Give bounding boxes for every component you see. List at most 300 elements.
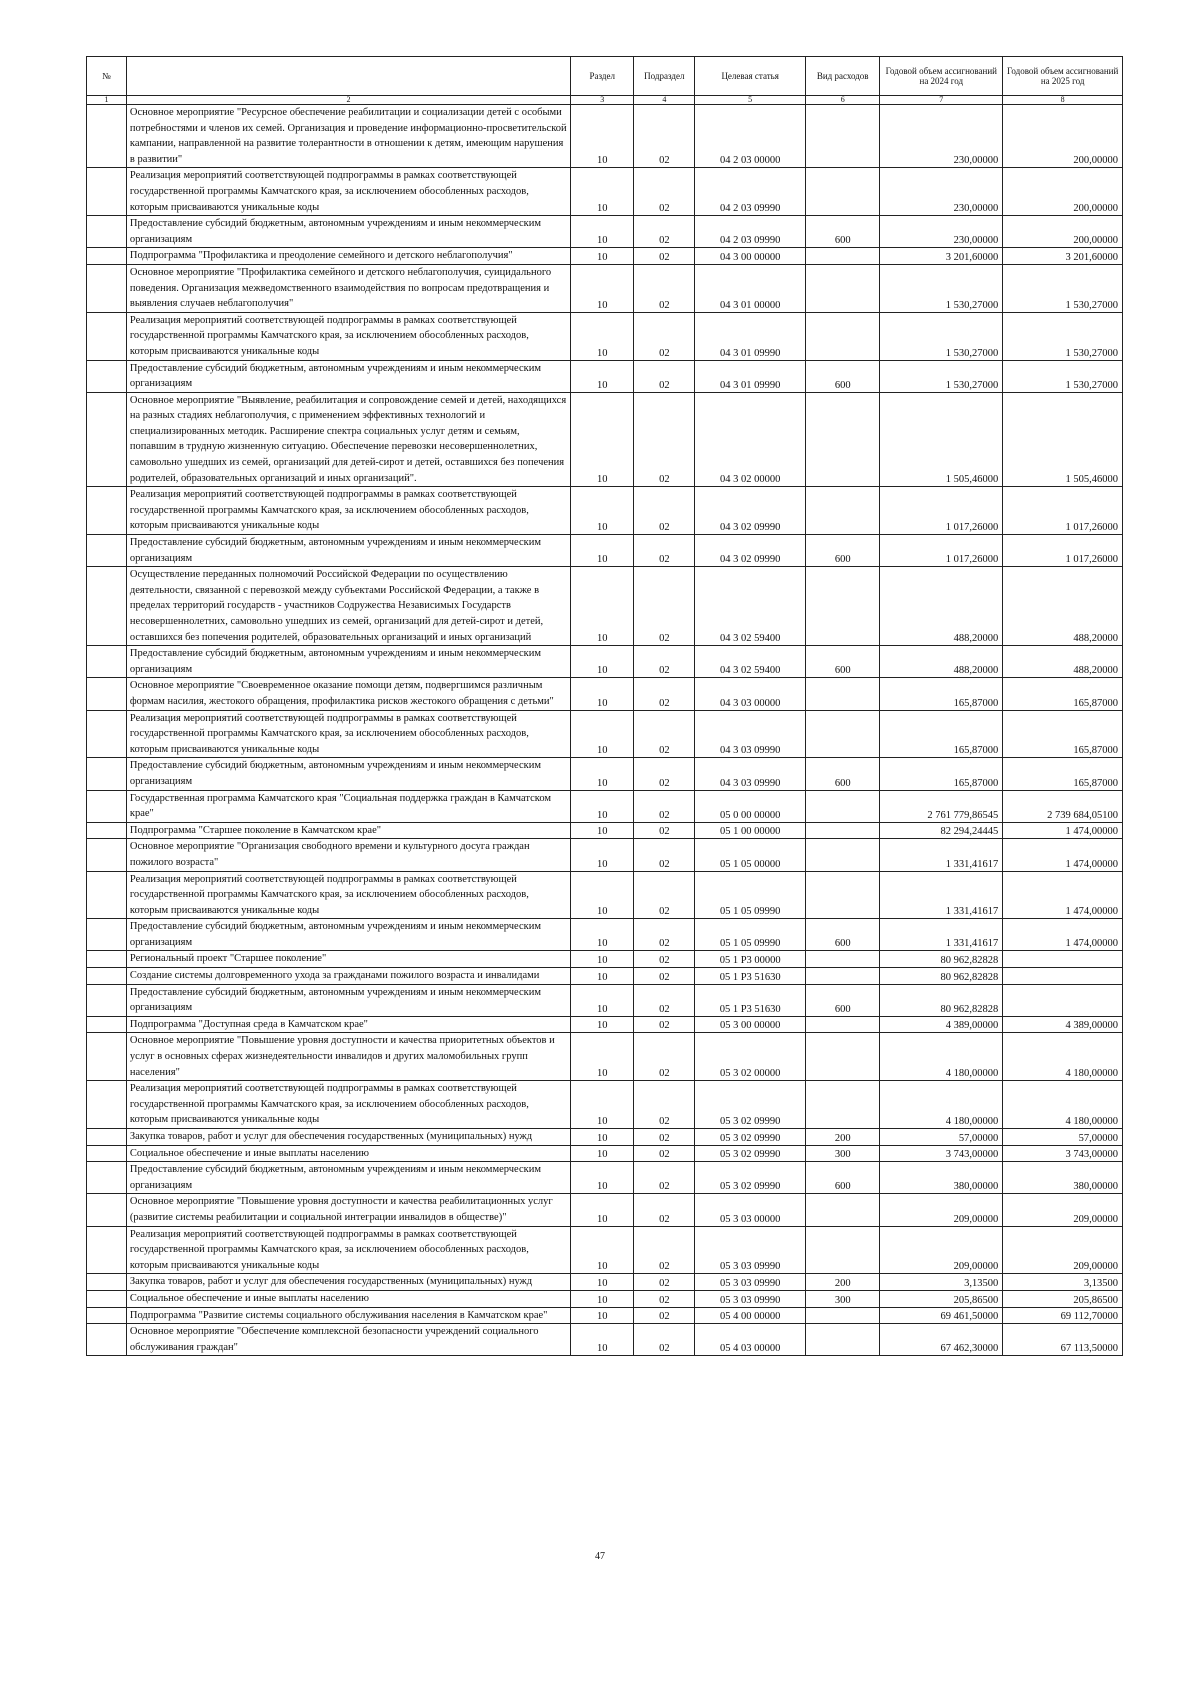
- item-name-cell: Основное мероприятие "Профилактика семейного и детского неблагополучия, суицидального поведения. Организация межведомственного взаимодействия по вопросам предотвращения и выявления случаев неблагополучия": [126, 264, 570, 312]
- row-number-cell: [87, 567, 127, 646]
- row-number-cell: [87, 1033, 127, 1081]
- subsection-code-cell: 02: [634, 1324, 695, 1356]
- table-row: [87, 984, 1123, 1016]
- section-code-cell: 10: [571, 790, 634, 822]
- row-number-cell: [87, 646, 127, 678]
- expense-type-cell: [806, 312, 880, 360]
- subsection-code-cell: 02: [634, 822, 695, 839]
- target-article-cell: 05 3 02 09990: [695, 1081, 806, 1129]
- expense-type-cell: [806, 951, 880, 968]
- item-name-cell: Предоставление субсидий бюджетным, автономным учреждениям и иным некоммерческим организациям: [126, 1162, 570, 1194]
- section-code-cell: 10: [571, 168, 634, 216]
- section-code-cell: 10: [571, 871, 634, 919]
- item-name-cell: Реализация мероприятий соответствующей подпрограммы в рамках соответствующей государственной программы Камчатского края, за исключением обособленных расходов, которым присваиваются уникальные коды: [126, 1226, 570, 1274]
- table-row: [87, 1274, 1123, 1291]
- subsection-code-cell: 02: [634, 710, 695, 758]
- item-name-cell: Подпрограмма "Старшее поколение в Камчатском крае": [126, 822, 570, 839]
- expense-type-cell: [806, 105, 880, 168]
- column-number: 7: [880, 96, 1003, 105]
- table-row: [87, 839, 1123, 871]
- expense-type-cell: [806, 392, 880, 487]
- amount-2024-cell: 67 462,30000: [880, 1324, 1003, 1356]
- section-code-cell: 10: [571, 1145, 634, 1162]
- amount-2025-cell: [1003, 984, 1123, 1016]
- expense-type-cell: [806, 790, 880, 822]
- table-row: [87, 871, 1123, 919]
- amount-2025-cell: 57,00000: [1003, 1129, 1123, 1146]
- item-name-cell: Основное мероприятие "Повышение уровня доступности и качества приоритетных объектов и услуг в основных сферах жизнедеятельности инвалидов и других маломобильных групп населения": [126, 1033, 570, 1081]
- item-name-cell: Предоставление субсидий бюджетным, автономным учреждениям и иным некоммерческим организациям: [126, 758, 570, 790]
- target-article-cell: 04 3 01 09990: [695, 312, 806, 360]
- amount-2024-cell: 209,00000: [880, 1194, 1003, 1226]
- target-article-cell: 05 3 02 09990: [695, 1145, 806, 1162]
- expense-type-cell: [806, 839, 880, 871]
- row-number-cell: [87, 1274, 127, 1291]
- row-number-cell: [87, 758, 127, 790]
- item-name-cell: Основное мероприятие "Повышение уровня доступности и качества реабилитационных услуг (развитие системы реабилитации и социальной интеграции инвалидов в обществе)": [126, 1194, 570, 1226]
- header-target-article: Целевая статья: [695, 57, 806, 96]
- amount-2024-cell: 3 201,60000: [880, 248, 1003, 265]
- column-number-row: [87, 96, 1123, 105]
- amount-2025-cell: 1 530,27000: [1003, 312, 1123, 360]
- subsection-code-cell: 02: [634, 168, 695, 216]
- expense-type-cell: [806, 1307, 880, 1324]
- section-code-cell: 10: [571, 1129, 634, 1146]
- target-article-cell: 04 2 03 00000: [695, 105, 806, 168]
- amount-2025-cell: 3 743,00000: [1003, 1145, 1123, 1162]
- expense-type-cell: 600: [806, 646, 880, 678]
- item-name-cell: Государственная программа Камчатского края "Социальная поддержка граждан в Камчатском крае": [126, 790, 570, 822]
- row-number-cell: [87, 1162, 127, 1194]
- amount-2025-cell: 200,00000: [1003, 216, 1123, 248]
- target-article-cell: 05 3 02 09990: [695, 1129, 806, 1146]
- section-code-cell: 10: [571, 710, 634, 758]
- amount-2025-cell: 205,86500: [1003, 1290, 1123, 1307]
- item-name-cell: Реализация мероприятий соответствующей подпрограммы в рамках соответствующей государственной программы Камчатского края, за исключением обособленных расходов, которым присваиваются уникальные коды: [126, 487, 570, 535]
- item-name-cell: Реализация мероприятий соответствующей подпрограммы в рамках соответствующей государственной программы Камчатского края, за исключением обособленных расходов, которым присваиваются уникальные коды: [126, 312, 570, 360]
- page-number: 47: [595, 1551, 605, 1562]
- row-number-cell: [87, 710, 127, 758]
- amount-2025-cell: 200,00000: [1003, 168, 1123, 216]
- table-row: [87, 1226, 1123, 1274]
- target-article-cell: 04 2 03 09990: [695, 168, 806, 216]
- table-row: [87, 392, 1123, 487]
- row-number-cell: [87, 1129, 127, 1146]
- table-row: [87, 105, 1123, 168]
- subsection-code-cell: 02: [634, 567, 695, 646]
- section-code-cell: 10: [571, 1226, 634, 1274]
- expense-type-cell: 600: [806, 1162, 880, 1194]
- header-section: Раздел: [571, 57, 634, 96]
- target-article-cell: 05 3 03 09990: [695, 1290, 806, 1307]
- row-number-cell: [87, 919, 127, 951]
- section-code-cell: 10: [571, 646, 634, 678]
- subsection-code-cell: 02: [634, 758, 695, 790]
- target-article-cell: 05 1 05 09990: [695, 919, 806, 951]
- amount-2024-cell: 209,00000: [880, 1226, 1003, 1274]
- table-row: [87, 790, 1123, 822]
- subsection-code-cell: 02: [634, 1226, 695, 1274]
- amount-2025-cell: 1 505,46000: [1003, 392, 1123, 487]
- subsection-code-cell: 02: [634, 1033, 695, 1081]
- target-article-cell: 05 1 P3 00000: [695, 951, 806, 968]
- section-code-cell: 10: [571, 1290, 634, 1307]
- expense-type-cell: 600: [806, 758, 880, 790]
- row-number-cell: [87, 839, 127, 871]
- amount-2024-cell: 82 294,24445: [880, 822, 1003, 839]
- amount-2024-cell: 380,00000: [880, 1162, 1003, 1194]
- subsection-code-cell: 02: [634, 1162, 695, 1194]
- amount-2024-cell: 69 461,50000: [880, 1307, 1003, 1324]
- item-name-cell: Основное мероприятие "Организация свободного времени и культурного досуга граждан пожилого возраста": [126, 839, 570, 871]
- table-row: [87, 567, 1123, 646]
- amount-2024-cell: 80 962,82828: [880, 968, 1003, 985]
- amount-2024-cell: 230,00000: [880, 105, 1003, 168]
- subsection-code-cell: 02: [634, 1145, 695, 1162]
- row-number-cell: [87, 790, 127, 822]
- target-article-cell: 05 0 00 00000: [695, 790, 806, 822]
- target-article-cell: 05 3 02 00000: [695, 1033, 806, 1081]
- section-code-cell: 10: [571, 312, 634, 360]
- table-row: [87, 951, 1123, 968]
- column-number: 6: [806, 96, 880, 105]
- expense-type-cell: [806, 678, 880, 710]
- section-code-cell: 10: [571, 264, 634, 312]
- target-article-cell: 05 1 00 00000: [695, 822, 806, 839]
- table-row: [87, 1033, 1123, 1081]
- amount-2025-cell: 67 113,50000: [1003, 1324, 1123, 1356]
- amount-2024-cell: 165,87000: [880, 758, 1003, 790]
- target-article-cell: 05 3 03 09990: [695, 1274, 806, 1291]
- amount-2024-cell: 488,20000: [880, 567, 1003, 646]
- expense-type-cell: 600: [806, 535, 880, 567]
- column-number: 1: [87, 96, 127, 105]
- expense-type-cell: 600: [806, 360, 880, 392]
- table-row: [87, 1016, 1123, 1033]
- target-article-cell: 05 4 00 00000: [695, 1307, 806, 1324]
- target-article-cell: 04 3 00 00000: [695, 248, 806, 265]
- row-number-cell: [87, 1081, 127, 1129]
- amount-2024-cell: 1 017,26000: [880, 535, 1003, 567]
- column-number: 8: [1003, 96, 1123, 105]
- item-name-cell: Создание системы долговременного ухода за гражданами пожилого возраста и инвалидами: [126, 968, 570, 985]
- amount-2025-cell: 4 180,00000: [1003, 1081, 1123, 1129]
- header-num: №: [87, 57, 127, 96]
- row-number-cell: [87, 1226, 127, 1274]
- amount-2024-cell: 1 505,46000: [880, 392, 1003, 487]
- section-code-cell: 10: [571, 248, 634, 265]
- expense-type-cell: [806, 487, 880, 535]
- expense-type-cell: [806, 1226, 880, 1274]
- row-number-cell: [87, 105, 127, 168]
- column-number: 2: [126, 96, 570, 105]
- item-name-cell: Социальное обеспечение и иные выплаты населению: [126, 1290, 570, 1307]
- item-name-cell: Предоставление субсидий бюджетным, автономным учреждениям и иным некоммерческим организациям: [126, 919, 570, 951]
- column-number: 3: [571, 96, 634, 105]
- amount-2024-cell: 4 180,00000: [880, 1081, 1003, 1129]
- expense-type-cell: [806, 264, 880, 312]
- table-row: [87, 822, 1123, 839]
- table-row: [87, 312, 1123, 360]
- item-name-cell: Социальное обеспечение и иные выплаты населению: [126, 1145, 570, 1162]
- subsection-code-cell: 02: [634, 871, 695, 919]
- amount-2025-cell: 165,87000: [1003, 678, 1123, 710]
- amount-2024-cell: 1 331,41617: [880, 839, 1003, 871]
- table-row: [87, 487, 1123, 535]
- section-code-cell: 10: [571, 535, 634, 567]
- table-row: [87, 360, 1123, 392]
- amount-2024-cell: 1 530,27000: [880, 264, 1003, 312]
- target-article-cell: 04 3 01 09990: [695, 360, 806, 392]
- row-number-cell: [87, 392, 127, 487]
- item-name-cell: Предоставление субсидий бюджетным, автономным учреждениям и иным некоммерческим организациям: [126, 535, 570, 567]
- item-name-cell: Предоставление субсидий бюджетным, автономным учреждениям и иным некоммерческим организациям: [126, 984, 570, 1016]
- amount-2024-cell: 3,13500: [880, 1274, 1003, 1291]
- section-code-cell: 10: [571, 822, 634, 839]
- subsection-code-cell: 02: [634, 248, 695, 265]
- table-row: [87, 1290, 1123, 1307]
- amount-2025-cell: 1 017,26000: [1003, 535, 1123, 567]
- amount-2024-cell: 4 180,00000: [880, 1033, 1003, 1081]
- item-name-cell: Подпрограмма "Развитие системы социального обслуживания населения в Камчатском крае": [126, 1307, 570, 1324]
- expense-type-cell: 600: [806, 216, 880, 248]
- amount-2024-cell: 165,87000: [880, 678, 1003, 710]
- amount-2024-cell: 1 017,26000: [880, 487, 1003, 535]
- target-article-cell: 05 3 03 00000: [695, 1194, 806, 1226]
- section-code-cell: 10: [571, 984, 634, 1016]
- amount-2024-cell: 1 331,41617: [880, 871, 1003, 919]
- amount-2024-cell: 3 743,00000: [880, 1145, 1003, 1162]
- target-article-cell: 04 2 03 09990: [695, 216, 806, 248]
- expense-type-cell: [806, 1324, 880, 1356]
- expense-type-cell: [806, 168, 880, 216]
- table-header-row: [87, 57, 1123, 96]
- target-article-cell: 05 3 00 00000: [695, 1016, 806, 1033]
- table-row: [87, 216, 1123, 248]
- target-article-cell: 04 3 01 00000: [695, 264, 806, 312]
- subsection-code-cell: 02: [634, 360, 695, 392]
- subsection-code-cell: 02: [634, 1290, 695, 1307]
- subsection-code-cell: 02: [634, 951, 695, 968]
- amount-2025-cell: 69 112,70000: [1003, 1307, 1123, 1324]
- item-name-cell: Осуществление переданных полномочий Российской Федерации по осуществлению деятельности, связанной с перевозкой между субъектами Российской Федерации, а также в пределах территорий государств - участников Содружества Независимых Государств несовершеннолетних, самовольно ушедших из семей, организаций для детей-сирот и детей, оставшихся без попечения родителей, образовательных организаций и иных организаций: [126, 567, 570, 646]
- target-article-cell: 04 3 02 59400: [695, 567, 806, 646]
- target-article-cell: 04 3 02 59400: [695, 646, 806, 678]
- amount-2024-cell: 230,00000: [880, 216, 1003, 248]
- expense-type-cell: 300: [806, 1145, 880, 1162]
- section-code-cell: 10: [571, 678, 634, 710]
- header-subsection: Подраздел: [634, 57, 695, 96]
- amount-2025-cell: 1 530,27000: [1003, 264, 1123, 312]
- column-number: 5: [695, 96, 806, 105]
- target-article-cell: 05 1 05 00000: [695, 839, 806, 871]
- row-number-cell: [87, 535, 127, 567]
- table-row: [87, 1145, 1123, 1162]
- table-row: [87, 535, 1123, 567]
- row-number-cell: [87, 951, 127, 968]
- row-number-cell: [87, 1016, 127, 1033]
- row-number-cell: [87, 1194, 127, 1226]
- section-code-cell: 10: [571, 1194, 634, 1226]
- section-code-cell: 10: [571, 951, 634, 968]
- item-name-cell: Закупка товаров, работ и услуг для обеспечения государственных (муниципальных) нужд: [126, 1129, 570, 1146]
- section-code-cell: 10: [571, 1162, 634, 1194]
- table-row: [87, 1081, 1123, 1129]
- subsection-code-cell: 02: [634, 312, 695, 360]
- table-body: [87, 105, 1123, 1356]
- amount-2024-cell: 2 761 779,86545: [880, 790, 1003, 822]
- amount-2025-cell: 1 530,27000: [1003, 360, 1123, 392]
- section-code-cell: 10: [571, 487, 634, 535]
- expense-type-cell: [806, 567, 880, 646]
- subsection-code-cell: 02: [634, 105, 695, 168]
- header-amount-2025: Годовой объем ассигнований на 2025 год: [1003, 57, 1123, 96]
- row-number-cell: [87, 678, 127, 710]
- item-name-cell: Предоставление субсидий бюджетным, автономным учреждениям и иным некоммерческим организациям: [126, 646, 570, 678]
- subsection-code-cell: 02: [634, 1129, 695, 1146]
- section-code-cell: 10: [571, 1016, 634, 1033]
- expense-type-cell: 200: [806, 1274, 880, 1291]
- row-number-cell: [87, 248, 127, 265]
- amount-2025-cell: 2 739 684,05100: [1003, 790, 1123, 822]
- row-number-cell: [87, 1145, 127, 1162]
- amount-2024-cell: 488,20000: [880, 646, 1003, 678]
- header-expense-type: Вид расходов: [806, 57, 880, 96]
- table-row: [87, 248, 1123, 265]
- item-name-cell: Реализация мероприятий соответствующей подпрограммы в рамках соответствующей государственной программы Камчатского края, за исключением обособленных расходов, которым присваиваются уникальные коды: [126, 871, 570, 919]
- subsection-code-cell: 02: [634, 216, 695, 248]
- subsection-code-cell: 02: [634, 790, 695, 822]
- row-number-cell: [87, 871, 127, 919]
- budget-allocation-table: [86, 56, 1123, 1356]
- amount-2025-cell: 4 389,00000: [1003, 1016, 1123, 1033]
- amount-2024-cell: 80 962,82828: [880, 951, 1003, 968]
- subsection-code-cell: 02: [634, 264, 695, 312]
- section-code-cell: 10: [571, 1307, 634, 1324]
- section-code-cell: 10: [571, 1274, 634, 1291]
- item-name-cell: Закупка товаров, работ и услуг для обеспечения государственных (муниципальных) нужд: [126, 1274, 570, 1291]
- section-code-cell: 10: [571, 392, 634, 487]
- subsection-code-cell: 02: [634, 1307, 695, 1324]
- table-row: [87, 1129, 1123, 1146]
- table-row: [87, 919, 1123, 951]
- subsection-code-cell: 02: [634, 535, 695, 567]
- section-code-cell: 10: [571, 567, 634, 646]
- section-code-cell: 10: [571, 1033, 634, 1081]
- expense-type-cell: [806, 1016, 880, 1033]
- amount-2024-cell: 80 962,82828: [880, 984, 1003, 1016]
- subsection-code-cell: 02: [634, 1016, 695, 1033]
- amount-2025-cell: 1 017,26000: [1003, 487, 1123, 535]
- expense-type-cell: [806, 248, 880, 265]
- row-number-cell: [87, 822, 127, 839]
- table-row: [87, 968, 1123, 985]
- amount-2025-cell: 1 474,00000: [1003, 871, 1123, 919]
- amount-2024-cell: 230,00000: [880, 168, 1003, 216]
- amount-2024-cell: 4 389,00000: [880, 1016, 1003, 1033]
- expense-type-cell: [806, 822, 880, 839]
- table-row: [87, 710, 1123, 758]
- amount-2025-cell: 1 474,00000: [1003, 919, 1123, 951]
- target-article-cell: 05 1 P3 51630: [695, 984, 806, 1016]
- row-number-cell: [87, 360, 127, 392]
- subsection-code-cell: 02: [634, 1274, 695, 1291]
- subsection-code-cell: 02: [634, 839, 695, 871]
- column-number: 4: [634, 96, 695, 105]
- amount-2025-cell: 488,20000: [1003, 646, 1123, 678]
- subsection-code-cell: 02: [634, 392, 695, 487]
- item-name-cell: Основное мероприятие "Своевременное оказание помощи детям, подвергшимся различным формам насилия, жестокого обращения, профилактика рисков жестокого обращения с детьми": [126, 678, 570, 710]
- table-row: [87, 1194, 1123, 1226]
- target-article-cell: 04 3 03 00000: [695, 678, 806, 710]
- row-number-cell: [87, 264, 127, 312]
- amount-2024-cell: 165,87000: [880, 710, 1003, 758]
- target-article-cell: 05 3 02 09990: [695, 1162, 806, 1194]
- row-number-cell: [87, 1324, 127, 1356]
- amount-2025-cell: 3,13500: [1003, 1274, 1123, 1291]
- row-number-cell: [87, 216, 127, 248]
- subsection-code-cell: 02: [634, 919, 695, 951]
- subsection-code-cell: 02: [634, 487, 695, 535]
- subsection-code-cell: 02: [634, 646, 695, 678]
- section-code-cell: 10: [571, 1324, 634, 1356]
- expense-type-cell: [806, 1194, 880, 1226]
- amount-2025-cell: 488,20000: [1003, 567, 1123, 646]
- item-name-cell: Реализация мероприятий соответствующей подпрограммы в рамках соответствующей государственной программы Камчатского края, за исключением обособленных расходов, которым присваиваются уникальные коды: [126, 1081, 570, 1129]
- amount-2024-cell: 1 530,27000: [880, 360, 1003, 392]
- amount-2025-cell: 165,87000: [1003, 758, 1123, 790]
- header-amount-2024: Годовой объем ассигнований на 2024 год: [880, 57, 1003, 96]
- target-article-cell: 04 3 02 00000: [695, 392, 806, 487]
- section-code-cell: 10: [571, 105, 634, 168]
- section-code-cell: 10: [571, 360, 634, 392]
- item-name-cell: Подпрограмма "Доступная среда в Камчатском крае": [126, 1016, 570, 1033]
- amount-2024-cell: 57,00000: [880, 1129, 1003, 1146]
- row-number-cell: [87, 984, 127, 1016]
- item-name-cell: Предоставление субсидий бюджетным, автономным учреждениям и иным некоммерческим организациям: [126, 360, 570, 392]
- expense-type-cell: [806, 968, 880, 985]
- expense-type-cell: [806, 1081, 880, 1129]
- header-name: [126, 57, 570, 96]
- row-number-cell: [87, 968, 127, 985]
- row-number-cell: [87, 312, 127, 360]
- subsection-code-cell: 02: [634, 1081, 695, 1129]
- subsection-code-cell: 02: [634, 984, 695, 1016]
- section-code-cell: 10: [571, 1081, 634, 1129]
- row-number-cell: [87, 487, 127, 535]
- target-article-cell: 05 1 05 09990: [695, 871, 806, 919]
- item-name-cell: Основное мероприятие "Выявление, реабилитация и сопровождение семей и детей, находящихся на разных стадиях неблагополучия, с применением эффективных технологий и специализированных методик. Расширение спектра социальных услуг детям и семьям, попавшим в трудную жизненную ситуацию. Обеспечение перевозки несовершеннолетних, самовольно ушедших из семей, организаций для детей-сирот и детей, оставшихся без попечения родителей, образовательных организаций и иных организаций".: [126, 392, 570, 487]
- target-article-cell: 04 3 02 09990: [695, 487, 806, 535]
- amount-2025-cell: 380,00000: [1003, 1162, 1123, 1194]
- amount-2025-cell: [1003, 951, 1123, 968]
- item-name-cell: Основное мероприятие "Обеспечение комплексной безопасности учреждений социального обслуживания граждан": [126, 1324, 570, 1356]
- amount-2025-cell: 209,00000: [1003, 1226, 1123, 1274]
- row-number-cell: [87, 1290, 127, 1307]
- subsection-code-cell: 02: [634, 968, 695, 985]
- section-code-cell: 10: [571, 216, 634, 248]
- amount-2025-cell: [1003, 968, 1123, 985]
- section-code-cell: 10: [571, 919, 634, 951]
- target-article-cell: 04 3 03 09990: [695, 758, 806, 790]
- amount-2025-cell: 209,00000: [1003, 1194, 1123, 1226]
- amount-2024-cell: 205,86500: [880, 1290, 1003, 1307]
- expense-type-cell: [806, 710, 880, 758]
- subsection-code-cell: 02: [634, 1194, 695, 1226]
- section-code-cell: 10: [571, 968, 634, 985]
- expense-type-cell: [806, 871, 880, 919]
- item-name-cell: Реализация мероприятий соответствующей подпрограммы в рамках соответствующей государственной программы Камчатского края, за исключением обособленных расходов, которым присваиваются уникальные коды: [126, 710, 570, 758]
